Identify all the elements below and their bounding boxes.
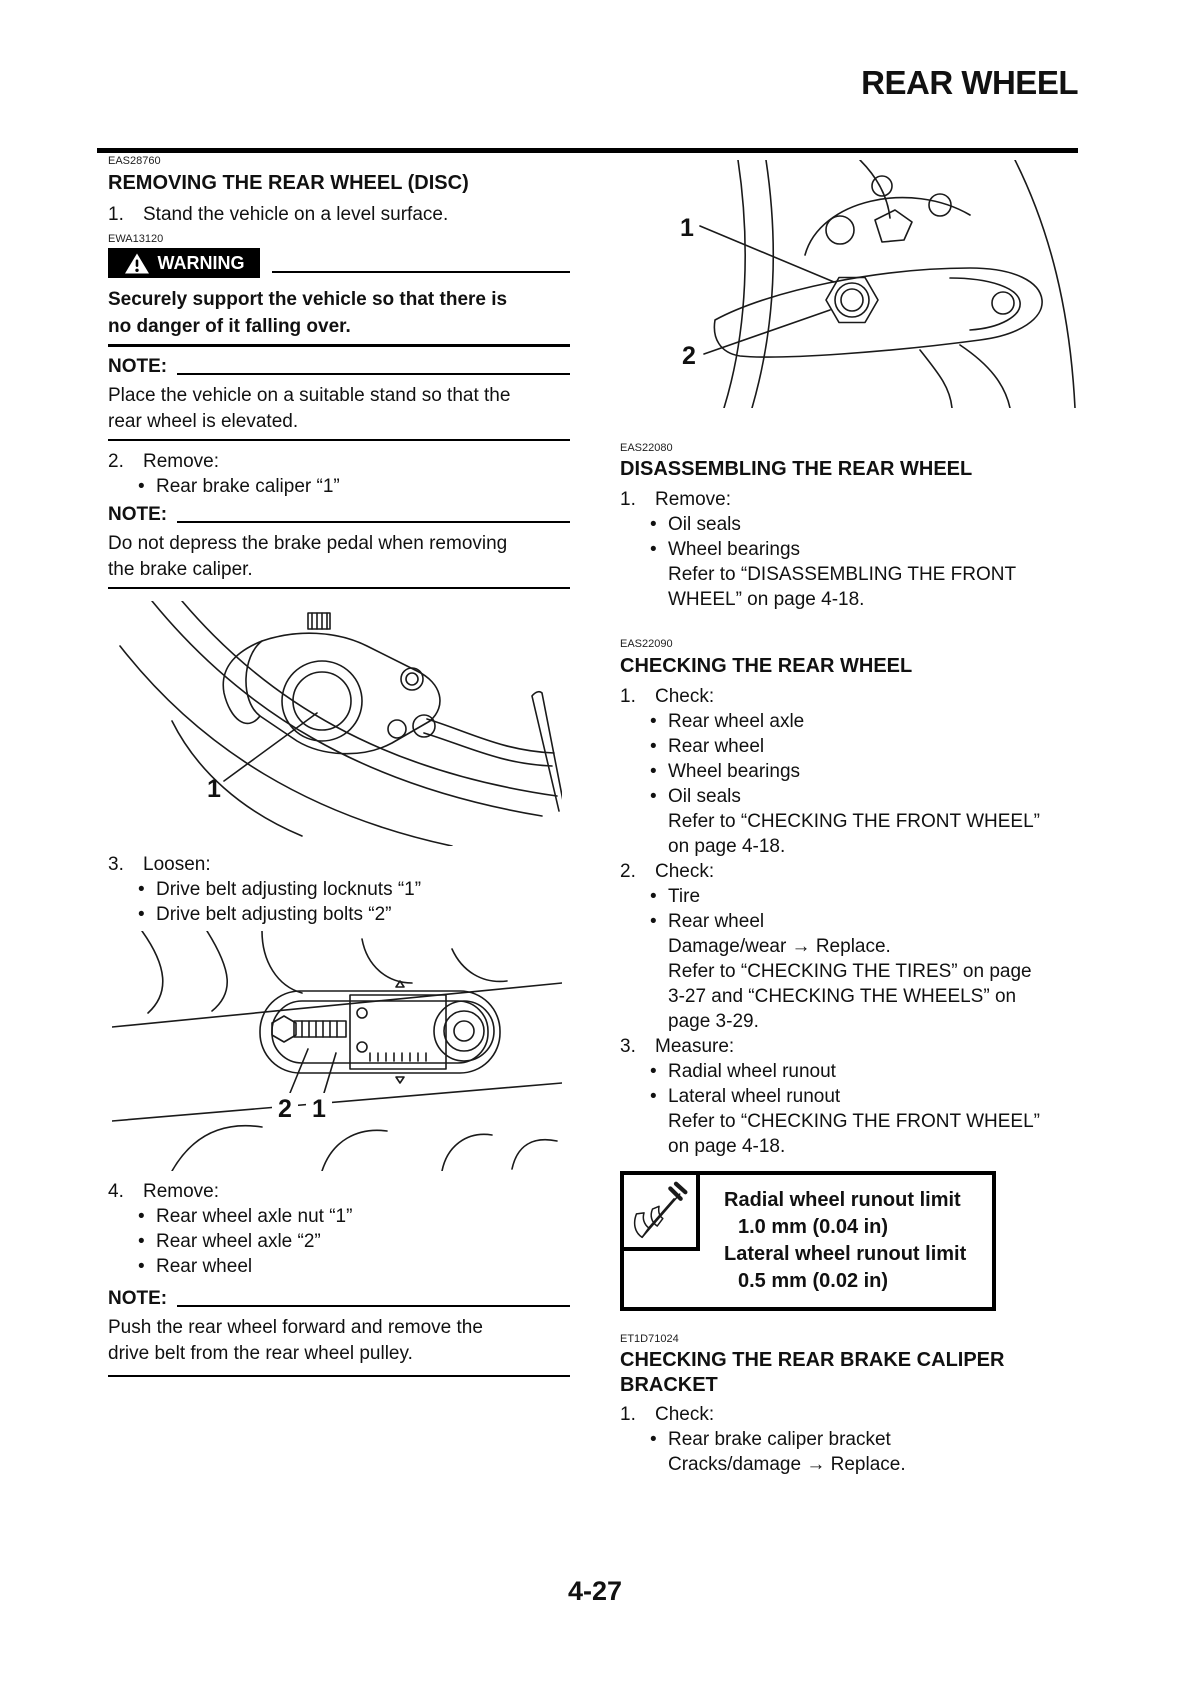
continuation-line bbox=[620, 934, 1078, 959]
continuation-line bbox=[620, 562, 1078, 587]
paragraph-line bbox=[108, 313, 570, 340]
item-text: Loosen: bbox=[143, 854, 211, 875]
item-text: Drive belt adjusting locknuts “1” bbox=[156, 879, 422, 900]
bullet-icon: • bbox=[650, 736, 657, 757]
figure-callout-1: 1 bbox=[312, 1095, 326, 1123]
spec-box bbox=[620, 1171, 996, 1311]
step-list bbox=[620, 684, 1078, 1159]
note-label: NOTE: bbox=[108, 356, 168, 377]
horizontal-rule bbox=[108, 1375, 570, 1377]
paragraph-line bbox=[108, 383, 570, 409]
item-text: Place the vehicle on a suitable stand so that the bbox=[108, 385, 511, 406]
bullet-icon: • bbox=[650, 761, 657, 782]
bullet-item bbox=[108, 877, 570, 902]
page-title: REAR WHEEL bbox=[861, 64, 1078, 101]
step-number: 3. bbox=[620, 1036, 636, 1057]
item-text: Rear wheel bbox=[668, 911, 765, 932]
item-text: Rear wheel bbox=[668, 736, 765, 757]
step-number: 1. bbox=[620, 686, 636, 707]
section-code: EAS22090 bbox=[620, 638, 673, 650]
bullet-item bbox=[620, 1427, 1078, 1452]
bullet-item bbox=[108, 1254, 570, 1279]
bullet-icon: • bbox=[650, 1429, 657, 1450]
note-rule-line bbox=[177, 355, 570, 375]
item-text: Damage/wear → Replace. bbox=[668, 936, 891, 957]
item-text: Do not depress the brake pedal when removing bbox=[108, 533, 508, 554]
step-list bbox=[108, 449, 570, 499]
item-text: Rear wheel axle “2” bbox=[156, 1231, 321, 1252]
paragraph-line bbox=[108, 1341, 570, 1367]
step-item bbox=[620, 859, 1078, 884]
bullet-icon: • bbox=[650, 886, 657, 907]
step-list bbox=[620, 487, 1078, 612]
item-text: 3-27 and “CHECKING THE WHEELS” on bbox=[668, 986, 1017, 1007]
section-code: EAS22080 bbox=[620, 442, 673, 454]
bullet-item bbox=[620, 884, 1078, 909]
item-text: Rear brake caliper “1” bbox=[156, 476, 340, 497]
spec-name: Radial wheel runout limit bbox=[724, 1189, 961, 1211]
step-number: 2. bbox=[620, 861, 636, 882]
figure-callout-1: 1 bbox=[680, 214, 694, 242]
bullet-icon: • bbox=[650, 539, 657, 560]
step-item bbox=[620, 1034, 1078, 1059]
warning-triangle-icon bbox=[124, 252, 150, 275]
rear-axle-illustration bbox=[620, 160, 1078, 408]
bullet-icon: • bbox=[650, 1061, 657, 1082]
left-column bbox=[108, 155, 570, 1377]
note-header bbox=[108, 503, 570, 527]
step-item bbox=[620, 1402, 1078, 1427]
step-item bbox=[108, 852, 570, 877]
step-number: 2. bbox=[108, 451, 124, 472]
spec-name: Lateral wheel runout limit bbox=[724, 1243, 967, 1265]
step-item bbox=[108, 449, 570, 474]
bullet-item bbox=[620, 909, 1078, 934]
item-text: the brake caliper. bbox=[108, 559, 253, 580]
note-label: NOTE: bbox=[108, 504, 168, 525]
warning-rule-line bbox=[272, 248, 570, 273]
page-number: 4-27 bbox=[567, 1576, 623, 1606]
caliper-icon bbox=[620, 1171, 700, 1251]
figure-callout-2: 2 bbox=[278, 1095, 292, 1123]
step-item bbox=[620, 684, 1078, 709]
spec-value: 1.0 mm (0.04 in) bbox=[738, 1216, 889, 1238]
item-text: Tire bbox=[668, 886, 701, 907]
item-text: Refer to “CHECKING THE FRONT WHEEL” bbox=[668, 811, 1040, 832]
note-header bbox=[108, 1287, 570, 1311]
continuation-line bbox=[620, 834, 1078, 859]
bullet-item bbox=[620, 709, 1078, 734]
item-text: Stand the vehicle on a level surface. bbox=[143, 204, 449, 225]
item-text: Measure: bbox=[655, 1036, 735, 1057]
item-text: drive belt from the rear wheel pulley. bbox=[108, 1343, 413, 1364]
step-number: 1. bbox=[620, 1404, 636, 1425]
item-text: rear wheel is elevated. bbox=[108, 411, 299, 432]
bullet-icon: • bbox=[138, 904, 145, 925]
item-text: no danger of it falling over. bbox=[108, 316, 351, 337]
item-text: Remove: bbox=[655, 489, 732, 510]
continuation-line bbox=[620, 1452, 1078, 1477]
paragraph-line bbox=[108, 557, 570, 583]
step-list bbox=[108, 852, 570, 927]
item-text: on page 4-18. bbox=[668, 1136, 786, 1157]
bullet-icon: • bbox=[138, 1256, 145, 1277]
bullet-item bbox=[108, 1204, 570, 1229]
note-rule-line bbox=[177, 1287, 570, 1307]
bullet-item bbox=[108, 474, 570, 499]
bullet-item bbox=[620, 734, 1078, 759]
figure-callout-1: 1 bbox=[207, 775, 221, 803]
item-text: Securely support the vehicle so that there is bbox=[108, 289, 508, 310]
continuation-line bbox=[620, 587, 1078, 612]
step-number: 1. bbox=[108, 204, 124, 225]
item-text: Wheel bearings bbox=[668, 539, 801, 560]
item-text: Wheel bearings bbox=[668, 761, 801, 782]
note-rule-line bbox=[177, 503, 570, 523]
bullet-item bbox=[108, 902, 570, 927]
warning-badge bbox=[108, 248, 260, 278]
note-text bbox=[108, 531, 570, 583]
item-text: Rear wheel bbox=[156, 1256, 253, 1277]
section-heading-checking-wheel: CHECKING THE REAR WHEEL bbox=[620, 655, 913, 677]
spec-lines bbox=[724, 1187, 984, 1295]
item-text: Remove: bbox=[143, 1181, 220, 1202]
item-text: on page 4-18. bbox=[668, 836, 786, 857]
continuation-line bbox=[620, 984, 1078, 1009]
paragraph-line bbox=[108, 531, 570, 557]
item-text: Lateral wheel runout bbox=[668, 1086, 841, 1107]
bullet-icon: • bbox=[650, 1086, 657, 1107]
step-number: 1. bbox=[620, 489, 636, 510]
item-text: WHEEL” on page 4-18. bbox=[668, 589, 865, 610]
bullet-icon: • bbox=[650, 711, 657, 732]
section-heading-removing: REMOVING THE REAR WHEEL (DISC) bbox=[108, 172, 469, 194]
paragraph-line bbox=[108, 286, 570, 313]
item-text: Rear wheel axle nut “1” bbox=[156, 1206, 353, 1227]
note-header bbox=[108, 355, 570, 379]
item-text: Check: bbox=[655, 1404, 715, 1425]
bullet-icon: • bbox=[650, 514, 657, 535]
item-text: Oil seals bbox=[668, 786, 741, 807]
section-code: EAS28760 bbox=[108, 155, 161, 167]
step-number: 3. bbox=[108, 854, 124, 875]
bullet-icon: • bbox=[138, 476, 145, 497]
bullet-item bbox=[108, 1229, 570, 1254]
section-heading-checking-bracket: CHECKING THE REAR BRAKE CALIPER BRACKET bbox=[620, 1349, 1005, 1396]
rear-brake-caliper-illustration bbox=[112, 601, 562, 846]
bullet-item bbox=[620, 784, 1078, 809]
warning-code: EWA13120 bbox=[108, 233, 164, 245]
continuation-line bbox=[620, 1009, 1078, 1034]
step-item bbox=[108, 202, 570, 227]
bullet-icon: • bbox=[138, 1231, 145, 1252]
item-text: Push the rear wheel forward and remove the bbox=[108, 1317, 483, 1338]
item-text: Rear wheel axle bbox=[668, 711, 805, 732]
item-text: page 3-29. bbox=[668, 1011, 759, 1032]
horizontal-rule bbox=[108, 344, 570, 347]
bullet-icon: • bbox=[650, 786, 657, 807]
note-text bbox=[108, 383, 570, 435]
vernier-caliper-glyph bbox=[629, 1180, 691, 1242]
item-text: Remove: bbox=[143, 451, 220, 472]
continuation-line bbox=[620, 1134, 1078, 1159]
step-number: 4. bbox=[108, 1181, 124, 1202]
continuation-line bbox=[620, 959, 1078, 984]
header-rule bbox=[97, 148, 1078, 153]
continuation-line bbox=[620, 809, 1078, 834]
horizontal-rule bbox=[108, 439, 570, 441]
item-text: Radial wheel runout bbox=[668, 1061, 836, 1082]
item-text: Check: bbox=[655, 686, 715, 707]
horizontal-rule bbox=[108, 587, 570, 589]
bullet-item bbox=[620, 537, 1078, 562]
step-list bbox=[620, 1402, 1078, 1477]
item-text: Drive belt adjusting bolts “2” bbox=[156, 904, 392, 925]
bullet-icon: • bbox=[650, 911, 657, 932]
section-heading-disassembling: DISASSEMBLING THE REAR WHEEL bbox=[620, 458, 973, 480]
item-text: Cracks/damage → Replace. bbox=[668, 1454, 906, 1475]
warning-header bbox=[108, 248, 570, 278]
step-list bbox=[108, 1179, 570, 1279]
spec-value: 0.5 mm (0.02 in) bbox=[738, 1270, 889, 1292]
paragraph-line bbox=[108, 1315, 570, 1341]
paragraph-line bbox=[108, 409, 570, 435]
bullet-item bbox=[620, 759, 1078, 784]
item-text: Refer to “CHECKING THE FRONT WHEEL” bbox=[668, 1111, 1040, 1132]
bullet-icon: • bbox=[138, 1206, 145, 1227]
note-label: NOTE: bbox=[108, 1288, 168, 1309]
note-text bbox=[108, 1315, 570, 1367]
step-list bbox=[108, 202, 570, 227]
continuation-line bbox=[620, 1109, 1078, 1134]
item-text: Refer to “CHECKING THE TIRES” on page bbox=[668, 961, 1032, 982]
bullet-item bbox=[620, 1084, 1078, 1109]
belt-adjuster-illustration bbox=[112, 931, 562, 1171]
bullet-item bbox=[620, 512, 1078, 537]
warning-text bbox=[108, 286, 570, 340]
item-text: Oil seals bbox=[668, 514, 741, 535]
step-item bbox=[108, 1179, 570, 1204]
right-column bbox=[620, 160, 1078, 1477]
section-code: ET1D71024 bbox=[620, 1333, 679, 1345]
item-text: Refer to “DISASSEMBLING THE FRONT bbox=[668, 564, 1017, 585]
figure-callout-2: 2 bbox=[682, 342, 696, 370]
step-item bbox=[620, 487, 1078, 512]
item-text: Rear brake caliper bracket bbox=[668, 1429, 891, 1450]
item-text: Check: bbox=[655, 861, 715, 882]
bullet-icon: • bbox=[138, 879, 145, 900]
warning-label: WARNING bbox=[157, 252, 245, 273]
bullet-item bbox=[620, 1059, 1078, 1084]
